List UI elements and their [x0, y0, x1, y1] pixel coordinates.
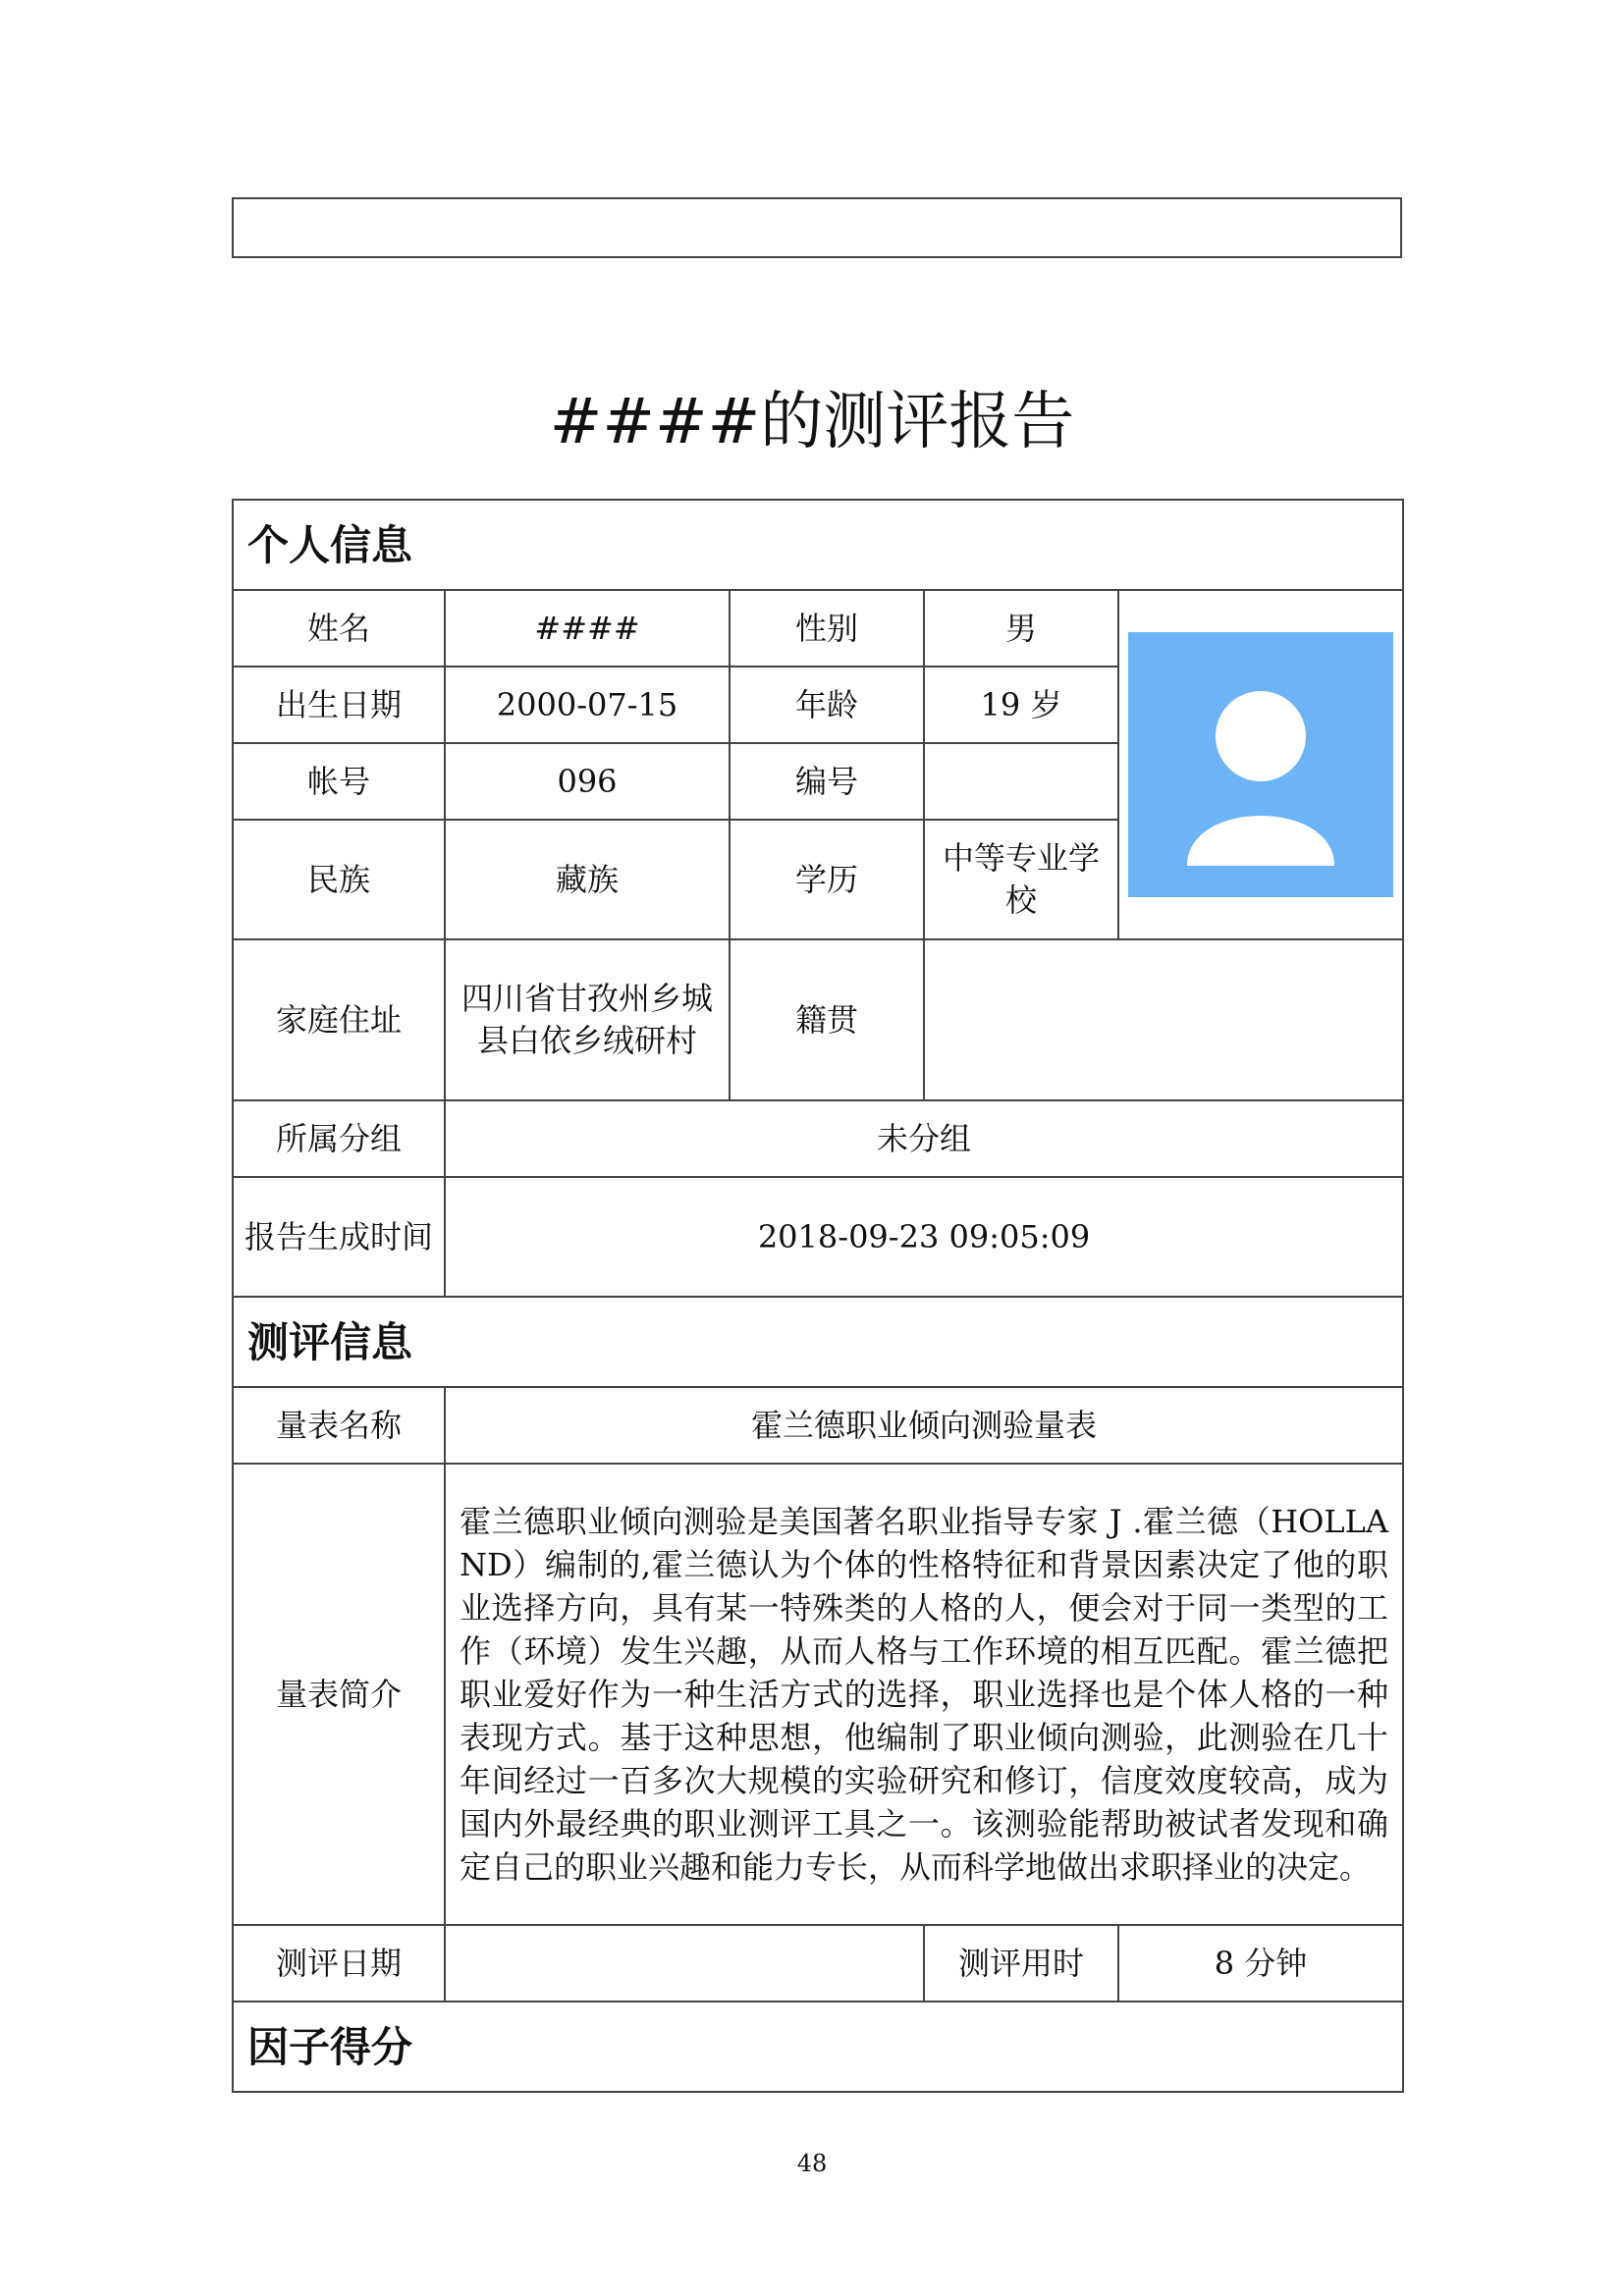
number-value [924, 743, 1118, 820]
report-table [232, 499, 1404, 2093]
scale-name-label: 量表名称 [233, 1387, 445, 1464]
account-label: 帐号 [233, 743, 445, 820]
gender-label: 性别 [730, 590, 924, 667]
page-number: 48 [796, 2150, 828, 2177]
ethnicity-label: 民族 [233, 820, 445, 939]
page-title: ####的测评报告 [549, 386, 1075, 458]
age-value: 19 岁 [924, 667, 1118, 743]
name-value: #### [445, 590, 730, 667]
name-label: 姓名 [233, 590, 445, 667]
age-label: 年龄 [730, 667, 924, 743]
native-place-label: 籍贯 [730, 939, 924, 1100]
header-blank-box [232, 197, 1402, 258]
address-label: 家庭住址 [233, 939, 445, 1100]
account-value: 096 [445, 743, 730, 820]
section-assessment-info: 测评信息 [233, 1297, 1403, 1387]
assessment-date-label: 测评日期 [233, 1925, 445, 2002]
section-personal-info: 个人信息 [233, 500, 1403, 590]
number-label: 编号 [730, 743, 924, 820]
gender-value: 男 [924, 590, 1118, 667]
group-label: 所属分组 [233, 1100, 445, 1177]
duration-value: 8 分钟 [1118, 1925, 1403, 2002]
assessment-date-value [445, 1925, 924, 2002]
avatar [1128, 632, 1393, 897]
duration-label: 测评用时 [924, 1925, 1118, 2002]
education-label: 学历 [730, 820, 924, 939]
photo-cell [1118, 590, 1403, 939]
native-place-value [924, 939, 1403, 1100]
scale-name-value: 霍兰德职业倾向测验量表 [445, 1387, 1403, 1464]
section-factor-scores: 因子得分 [233, 2002, 1403, 2092]
scale-intro-label: 量表简介 [233, 1464, 445, 1925]
scale-intro-text: 霍兰德职业倾向测验是美国著名职业指导专家 J .霍兰德（HOLLAND）编制的,霍兰德认为个体的性格特征和背景因素决定了他的职业选择方向，具有某一特殊类的人格的人，便会对于同一类型的工作（环境）发生兴趣，从而人格与工作环境的相互匹配。霍兰德把职业爱好作为一种生活方式的选择，职业选择也是个体人格的一种表现方式。基于这种思想，他编制了职业倾向测验，此测验在几十年间经过一百多次大规模的实验研究和修订，信度效度较高，成为国内外最经典的职业测评工具之一。该测验能帮助被试者发现和确定自己的职业兴趣和能力专长，从而科学地做出求职择业的决定。 [445, 1464, 1403, 1925]
education-value: 中等专业学校 [924, 820, 1118, 939]
birth-label: 出生日期 [233, 667, 445, 743]
ethnicity-value: 藏族 [445, 820, 730, 939]
report-time-label: 报告生成时间 [233, 1177, 445, 1297]
address-value: 四川省甘孜州乡城县白依乡绒研村 [445, 939, 730, 1100]
user-avatar-icon [1128, 632, 1393, 897]
report-time-value: 2018-09-23 09:05:09 [445, 1177, 1403, 1297]
birth-value: 2000-07-15 [445, 667, 730, 743]
group-value: 未分组 [445, 1100, 1403, 1177]
